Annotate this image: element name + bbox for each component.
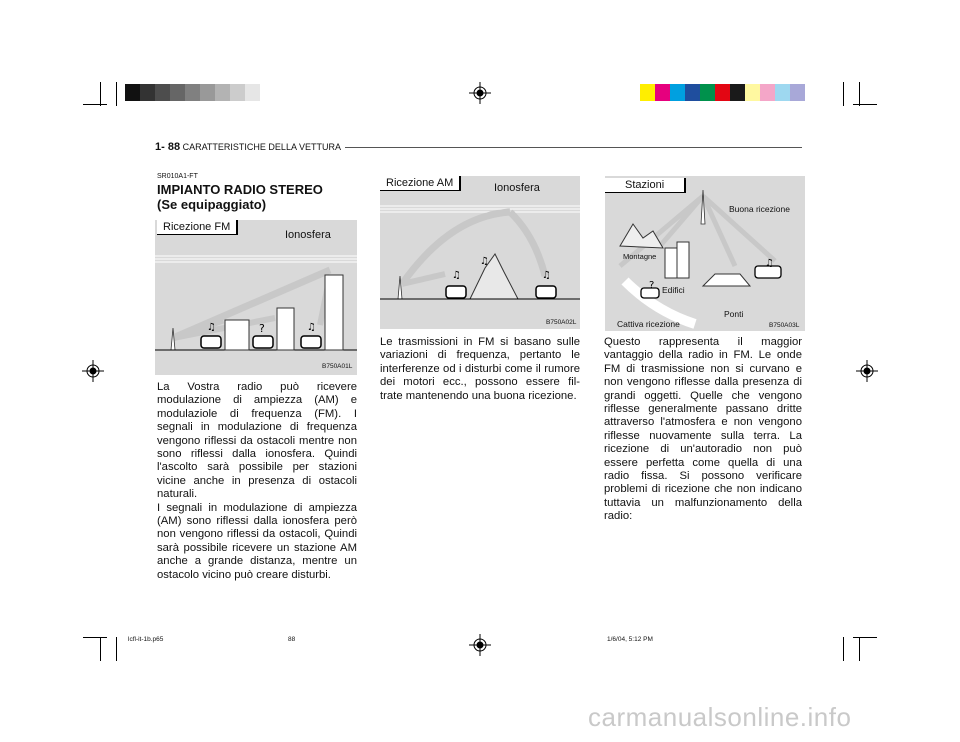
svg-text:♫: ♫ [452, 270, 461, 281]
color-swatch [655, 84, 670, 101]
figure-code: B750A01L [322, 363, 353, 370]
stations-tab: Stazioni [605, 178, 686, 193]
color-swatch [245, 84, 260, 101]
color-swatch [230, 84, 245, 101]
color-swatch [170, 84, 185, 101]
ionosphere-label: Ionosfera [285, 229, 331, 241]
color-swatch [200, 84, 215, 101]
page-number: 1- 88 [155, 141, 181, 153]
svg-text:♫: ♫ [542, 270, 551, 281]
color-swatch [685, 84, 700, 101]
registration-mark-icon [856, 360, 878, 382]
color-swatch [215, 84, 230, 101]
body-paragraph [157, 381, 357, 582]
svg-text:?: ? [259, 322, 265, 335]
registration-mark-icon [469, 634, 491, 656]
fm-reception-tab: Ricezione FM [157, 220, 238, 235]
color-swatch [700, 84, 715, 101]
mountains-label: Montagne [623, 252, 657, 261]
good-reception-label: Buona ricezione [729, 204, 790, 214]
section-title: CARATTERISTICHE DELLA VETTURA [182, 142, 341, 152]
fm-reception-illustration [155, 220, 357, 375]
color-calibration-bar [640, 84, 805, 101]
buildings-label: Edifici [662, 285, 685, 295]
color-swatch [715, 84, 730, 101]
crop-mark [843, 637, 844, 661]
crop-mark [853, 104, 877, 105]
color-swatch [670, 84, 685, 101]
section-title-heading [157, 182, 323, 212]
crop-mark [83, 637, 107, 638]
fm-reception-figure [155, 220, 357, 375]
figure-code: B750A02L [546, 319, 577, 326]
crop-mark [859, 637, 860, 661]
am-reception-tab: Ricezione AM [380, 176, 461, 191]
color-swatch [185, 84, 200, 101]
color-swatch [775, 84, 790, 101]
crop-mark [859, 82, 860, 106]
crop-mark [100, 637, 101, 661]
footer-file: lcfl-it-1b.p65 [128, 636, 164, 643]
watermark: carmanualsonline.info [588, 702, 852, 732]
footer-page: 88 [288, 636, 296, 643]
color-swatch [640, 84, 655, 101]
svg-text:♫: ♫ [765, 258, 774, 269]
crop-mark [83, 104, 107, 105]
svg-text:♫: ♫ [480, 256, 489, 267]
crop-mark [116, 82, 117, 106]
paragraph-am-reflection: I segnali in modulazione di ampiezza (AM) sono riflessi dalla ionosfera però non vengono riflessi da ostacoli, Quindi sarà possibile ricevere un stazione AM anche a grande distanza, mentre un ostacolo vicino può creare disturbi. [157, 501, 357, 581]
crop-mark [853, 637, 877, 638]
color-swatch [730, 84, 745, 101]
bad-reception-label: Cattiva ricezione [617, 319, 680, 329]
section-code: SR010A1-FT [157, 173, 198, 180]
color-swatch [260, 84, 275, 101]
stations-figure [605, 176, 805, 331]
registration-mark-icon [82, 360, 104, 382]
paragraph-fm-interference: Le trasmissioni in FM si basano sulle variazioni di frequenza, pertanto le interferenze od i disturbi come il rumore dei motori ecc., possono essere fil- trate mantenendo una buona ricezione. [380, 336, 580, 402]
am-reception-figure [380, 176, 580, 329]
registration-mark-icon [469, 82, 491, 104]
bridges-label: Ponti [724, 309, 744, 319]
figure-code: B750A03L [769, 322, 800, 329]
paragraph-fm-advantage: Questo rappresenta il maggior vantaggio della radio in FM. Le onde FM di trasmissione non si curvano e non vengono riflesse dalla presenza di grandi oggetti. Quelle che vengono riflesse generalmente passano dritte attraverso l'atmosfera e non vengono riflesse nuovamente sulla terra. La ricezione di un'autoradio non può essere perfetta come quella di una radio fissa. Si possono verificare problemi di ricezione che non indicano tuttavia un malfunzionamento della radio: [604, 336, 802, 523]
header-rule [345, 147, 802, 148]
color-swatch [790, 84, 805, 101]
ionosphere-label: Ionosfera [494, 182, 540, 194]
title-line: IMPIANTO RADIO STEREO [157, 182, 323, 197]
footer-datetime: 1/6/04, 5:12 PM [607, 636, 653, 643]
page-header [155, 141, 341, 153]
color-swatch [760, 84, 775, 101]
crop-mark [843, 82, 844, 106]
subtitle-line: (Se equipaggiato) [157, 197, 267, 212]
svg-text:?: ? [649, 280, 655, 291]
svg-text:♫: ♫ [307, 322, 316, 333]
color-swatch [155, 84, 170, 101]
color-swatch [140, 84, 155, 101]
svg-text:♫: ♫ [207, 322, 216, 333]
am-reception-illustration [380, 176, 580, 329]
crop-mark [100, 82, 101, 106]
paragraph-fm-am-intro: La Vostra radio può ricevere modulazione di ampiezza (AM) e modulaziole di frequenza (FM). I segnali in modulazione di frequenza vengono riflessi da ostacoli mentre non sono riflessi dalla ionosfera. Quindi l'ascolto sarà possibile per stazioni vicine anche in presenza di ostacoli naturali. [157, 381, 357, 501]
color-swatch [745, 84, 760, 101]
color-swatch [125, 84, 140, 101]
grayscale-bar [125, 84, 275, 101]
crop-mark [116, 637, 117, 661]
